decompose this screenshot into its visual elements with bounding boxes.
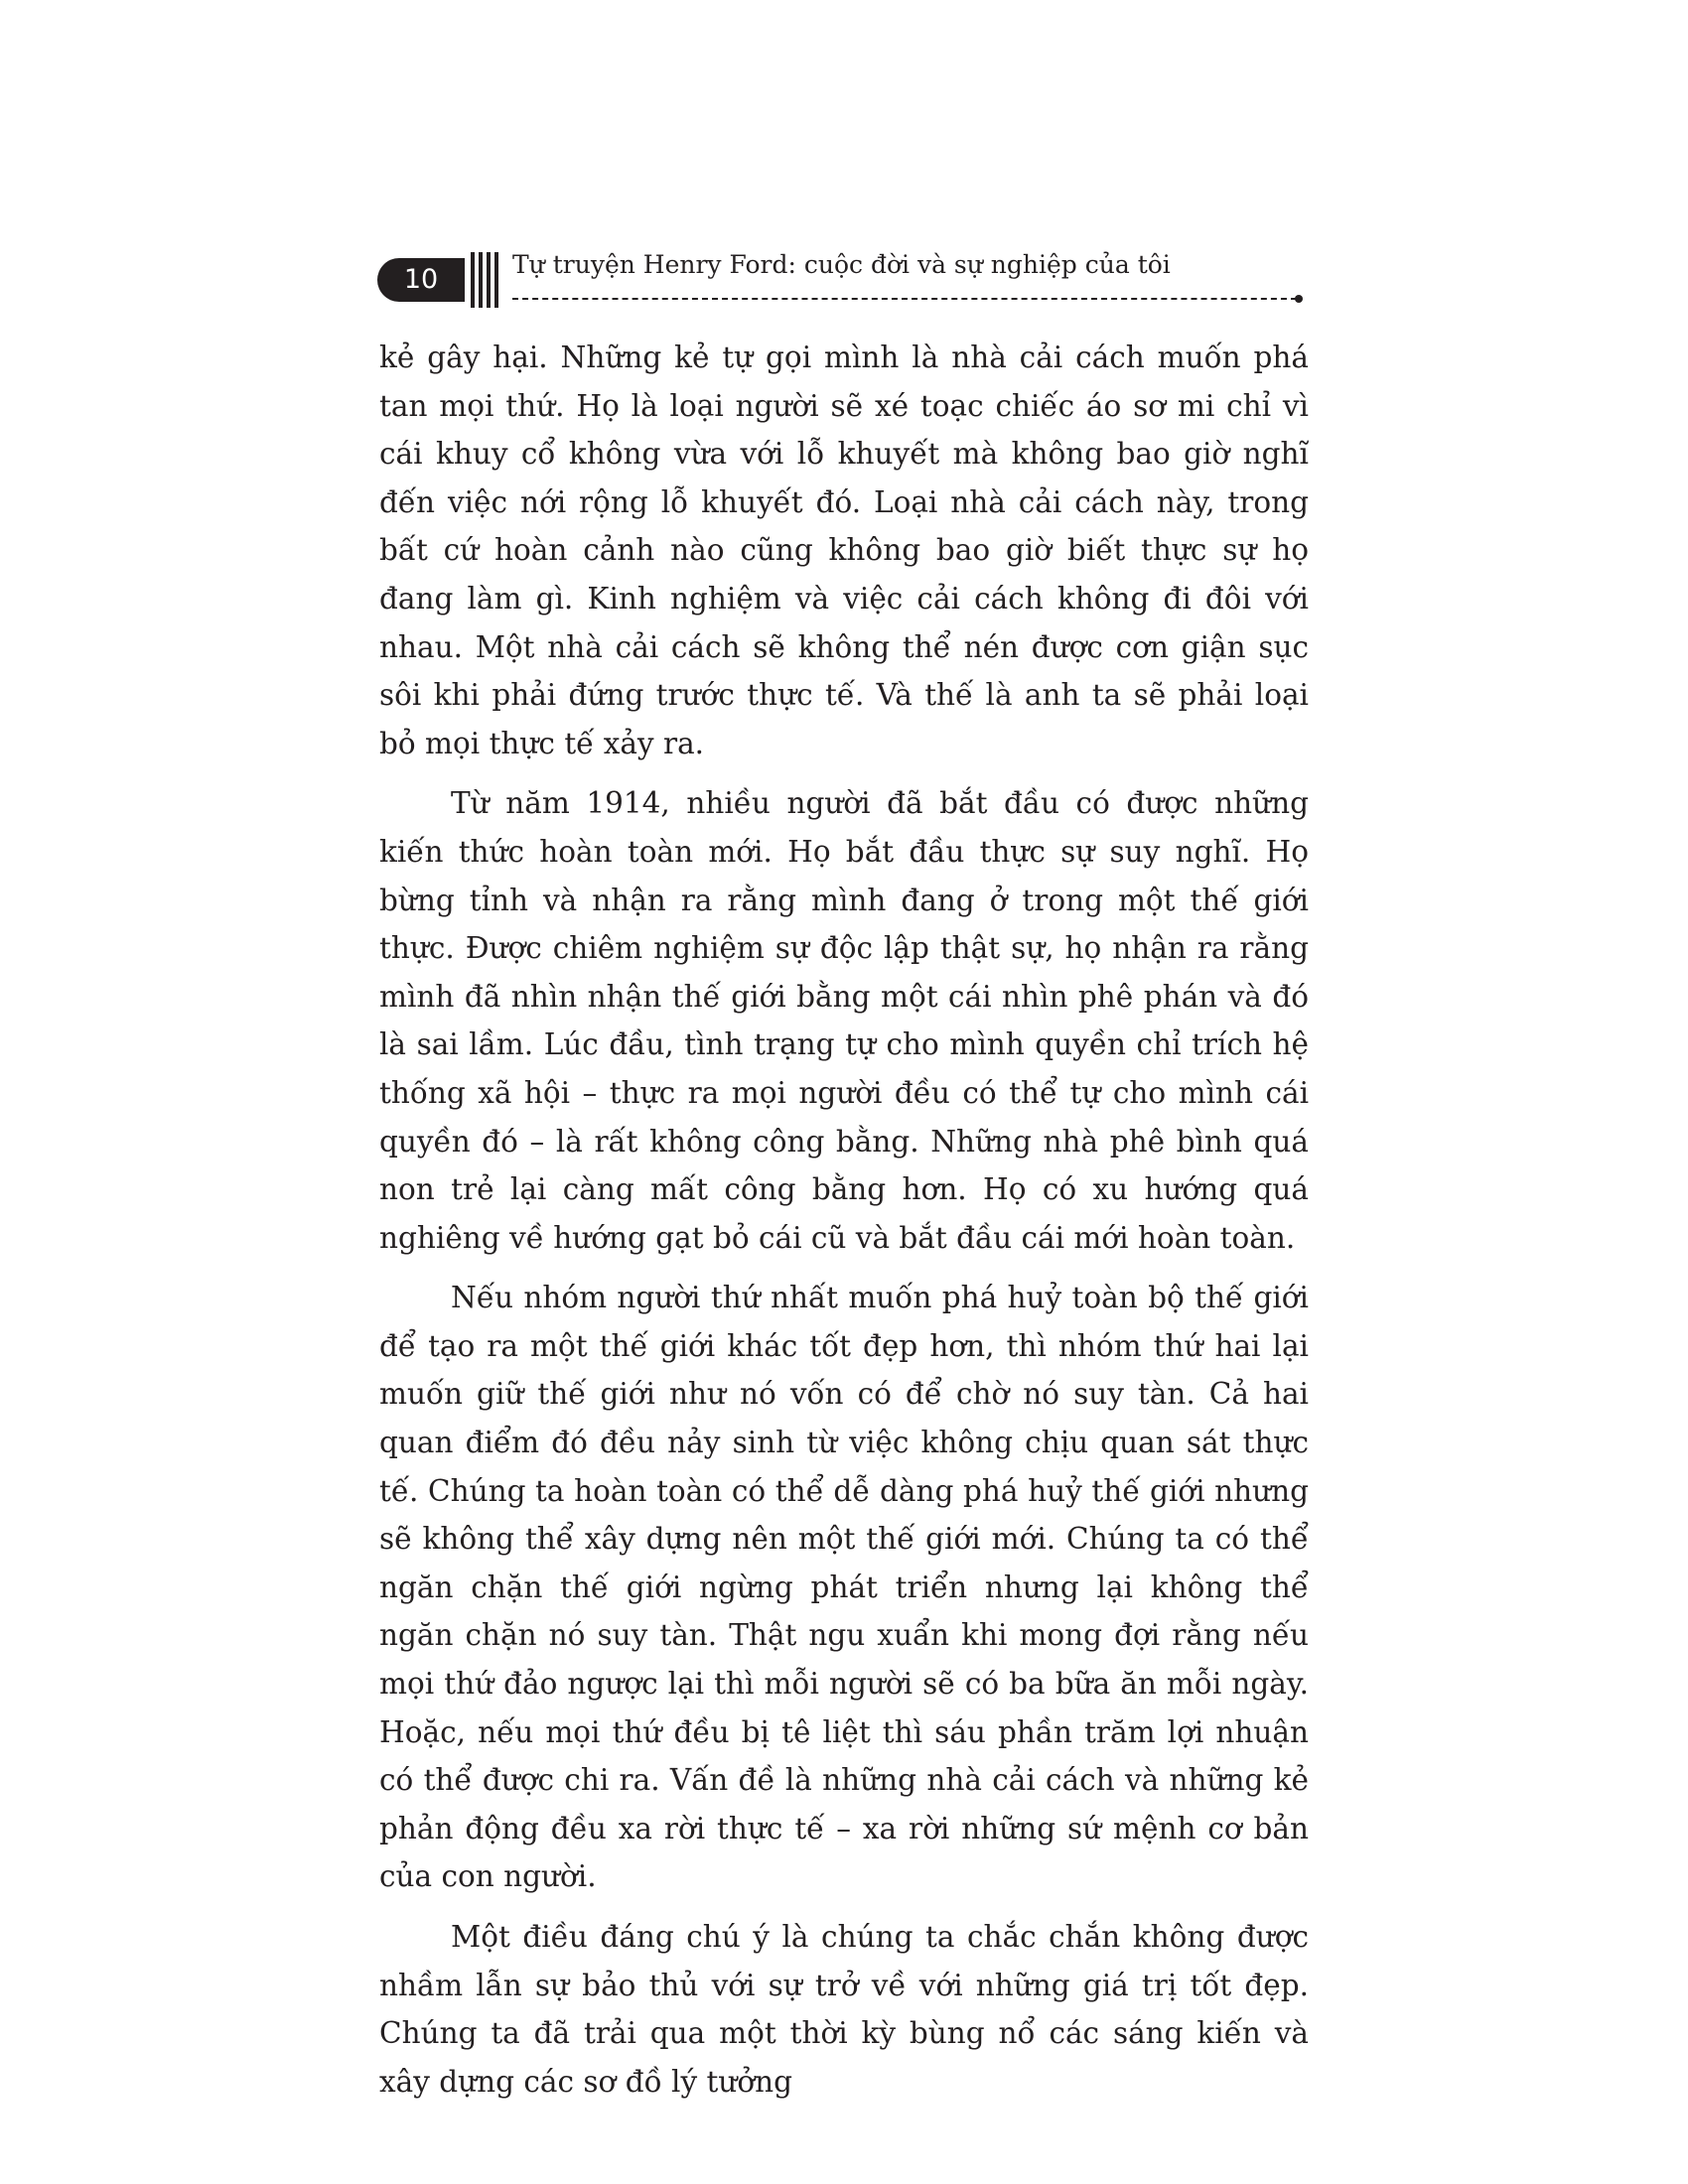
running-title: Tự truyện Henry Ford: cuộc đời và sự nghiệp của tôi — [512, 250, 1171, 279]
paragraph-3: Nếu nhóm người thứ nhất muốn phá huỷ toàn bộ thế giới để tạo ra một thế giới khác tốt đẹp hơn, thì nhóm thứ hai lại muốn giữ thế giới như nó vốn có để chờ nó suy tàn. Cả hai quan điểm đó đều nảy sinh từ việc không chịu quan sát thực tế. Chúng ta hoàn toàn có thể dễ dàng phá huỷ thế giới nhưng sẽ không thể xây dựng nên một thế giới mới. Chúng ta có thể ngăn chặn thế giới ngừng phát triển nhưng lại không thể ngăn chặn nó suy tàn. Thật ngu xuẩn khi mong đợi rằng nếu mọi thứ đảo ngược lại thì mỗi người sẽ có ba bữa ăn mỗi ngày. Hoặc, nếu mọi thứ đều bị tê liệt thì sáu phần trăm lợi nhuận có thể được chi ra. Vấn đề là những nhà cải cách và những kẻ phản động đều xa rời thực tế – xa rời những sứ mệnh cơ bản của con người. — [379, 1281, 1309, 1894]
header-dashed-rule — [512, 298, 1297, 300]
paragraph-1: kẻ gây hại. Những kẻ tự gọi mình là nhà cải cách muốn phá tan mọi thứ. Họ là loại người sẽ xé toạc chiếc áo sơ mi chỉ vì cái khuy cổ không vừa với lỗ khuyết mà không bao giờ nghĩ đến việc nới rộng lỗ khuyết đó. Loại nhà cải cách này, trong bất cứ hoàn cảnh nào cũng không bao giờ biết thực sự họ đang làm gì. Kinh nghiệm và việc cải cách không đi đôi với nhau. Một nhà cải cách sẽ không thể nén được cơn giận sục sôi khi phải đứng trước thực tế. Và thế là anh ta sẽ phải loại bỏ mọi thực tế xảy ra. — [379, 341, 1309, 760]
paragraph-4: Một điều đáng chú ý là chúng ta chắc chắn không được nhầm lẫn sự bảo thủ với sự trở về với những giá trị tốt đẹp. Chúng ta đã trải qua một thời kỳ bùng nổ các sáng kiến và xây dựng các sơ đồ lý tưởng — [379, 1920, 1309, 2099]
paragraph-2: Từ năm 1914, nhiều người đã bắt đầu có được những kiến thức hoàn toàn mới. Họ bắt đầu thực sự suy nghĩ. Họ bừng tỉnh và nhận ra rằng mình đang ở trong một thế giới thực. Được chiêm nghiệm sự độc lập thật sự, họ nhận ra rằng mình đã nhìn nhận thế giới bằng một cái nhìn phê phán và đó là sai lầm. Lúc đầu, tình trạng tự cho mình quyền chỉ trích hệ thống xã hội – thực ra mọi người đều có thể tự cho mình cái quyền đó – là rất không công bằng. Những nhà phê bình quá non trẻ lại càng mất công bằng hơn. Họ có xu hướng quá nghiêng về hướng gạt bỏ cái cũ và bắt đầu cái mới hoàn toàn. — [379, 786, 1309, 1255]
page-number: 10 — [377, 258, 465, 302]
header-bars-ornament — [471, 252, 500, 308]
page-header — [377, 246, 1311, 314]
body-text — [379, 334, 1309, 2117]
rule-end-dot — [1295, 295, 1303, 303]
